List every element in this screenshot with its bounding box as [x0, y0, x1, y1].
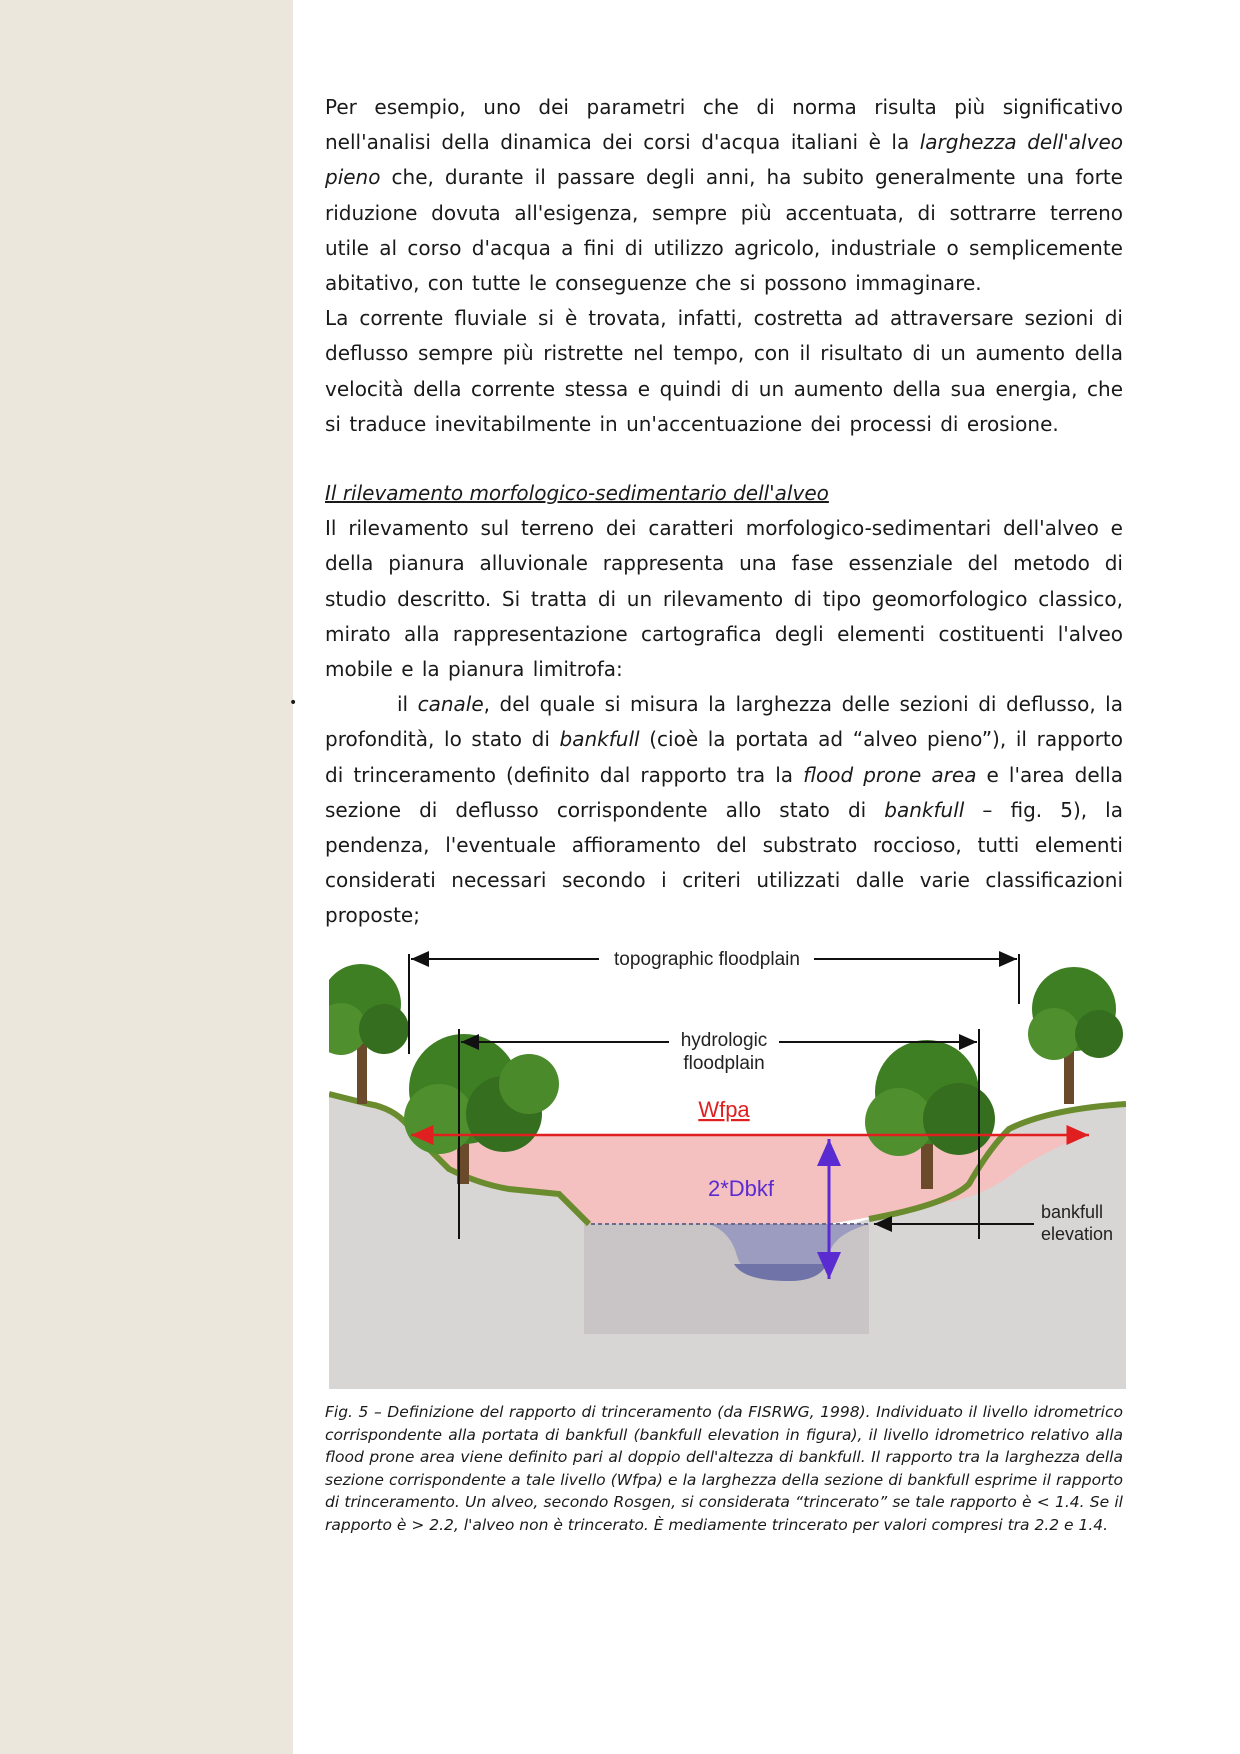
entrenchment-ratio-figure	[329, 934, 1126, 1389]
bullet-emphasis-bankfull-2: bankfull	[884, 797, 965, 822]
paragraph-1	[325, 90, 1123, 301]
bullet-text-c: (cioè la portata ad “alveo pieno”), il rapporto di trinceramento (definito dal rapporto tra la	[325, 727, 1123, 787]
bullet-text-b: , del quale si misura la larghezza delle sezioni di deflusso, la profondità, lo stato di	[325, 692, 1123, 752]
bankfull-label-line-2: elevation	[1041, 1224, 1114, 1244]
dbkf-label: 2*Dbkf	[707, 1176, 775, 1201]
paragraph-2: La corrente fluviale si è trovata, infatti, costretta ad attraversare sezioni di deflusso sempre più ristrette nel tempo, con il risultato di un aumento della velocità della corrente stessa e quindi di un aumento della sua energia, che si traduce inevitabilmente in un'accentuazione dei processi di erosione.	[325, 306, 1123, 436]
paragraph-1-text-a: Per esempio, uno dei parametri che di norma risulta più significativo nell'analisi della dinamica dei corsi d'acqua italiani è la	[325, 95, 1123, 155]
section-heading: Il rilevamento morfologico-sedimentario dell'alveo	[325, 481, 829, 506]
bullet-text-d: e l'area della sezione di deflusso corrispondente allo stato di	[325, 762, 1123, 822]
bullet-emphasis-canale: canale	[417, 692, 484, 717]
topographic-floodplain-label: topographic floodplain	[614, 949, 800, 970]
hydrologic-label-line-1: hydrologic	[680, 1030, 768, 1051]
bullet-item-canale	[289, 687, 1123, 933]
hydrologic-label-line-2: floodplain	[683, 1053, 765, 1074]
bullet-text-e: – fig. 5), la pendenza, l'eventuale affioramento del substrato roccioso, tutti elementi considerati necessari secondo i criteri utilizzati dalle varie classificazioni proposte;	[325, 797, 1123, 928]
bullet-marker: •	[289, 695, 298, 712]
bankfull-label-line-1: bankfull	[1041, 1202, 1104, 1222]
bullet-text-a: il	[397, 692, 418, 717]
paragraph-1-text-b: che, durante il passare degli anni, ha subito generalmente una forte riduzione dovuta all'esigenza, sempre più accentuata, di sottrarre terreno utile al corso d'acqua a fini di utilizzo agricolo, industriale o semplicemente abitativo, con tutte le conseguenze che si possono immaginare.	[325, 165, 1123, 296]
page-margin-band	[0, 0, 293, 1754]
floodplain-diagram	[329, 934, 1126, 1389]
paragraph-3: Il rilevamento sul terreno dei caratteri morfologico-sedimentari dell'alveo e della pianura alluvionale rappresenta una fase essenziale del metodo di studio descritto. Si tratta di un rilevamento di tipo geomorfologico classico, mirato alla rappresentazione cartografica degli elementi costituenti l'alveo mobile e la pianura limitrofa:	[325, 516, 1123, 682]
figure-caption: Fig. 5 – Definizione del rapporto di trinceramento (da FISRWG, 1998). Individuato il livello idrometrico corrispondente alla portata di bankfull (bankfull elevation in figura), il livello idrometrico relativo alla flood prone area viene definito pari al doppio dell'altezza di bankfull. Il rapporto tra la larghezza della sezione corrispondente a tale livello (Wfpa) e la larghezza della sezione di bankfull esprime il rapporto di trinceramento. Un alveo, secondo Rosgen, si considerata “trincerato” se tale rapporto è < 1.4. Se il rapporto è > 2.2, l'alveo non è trincerato. È mediamente trincerato per valori compresi tra 2.2 e 1.4.	[325, 1403, 1123, 1534]
wfpa-label: Wfpa	[698, 1097, 750, 1122]
bullet-emphasis-flood-prone-area: flood prone area	[803, 762, 977, 787]
paragraph-1-emphasis: larghezza dell'alveo pieno	[325, 130, 1123, 190]
document-body	[289, 90, 1123, 934]
bullet-emphasis-bankfull: bankfull	[559, 727, 640, 752]
